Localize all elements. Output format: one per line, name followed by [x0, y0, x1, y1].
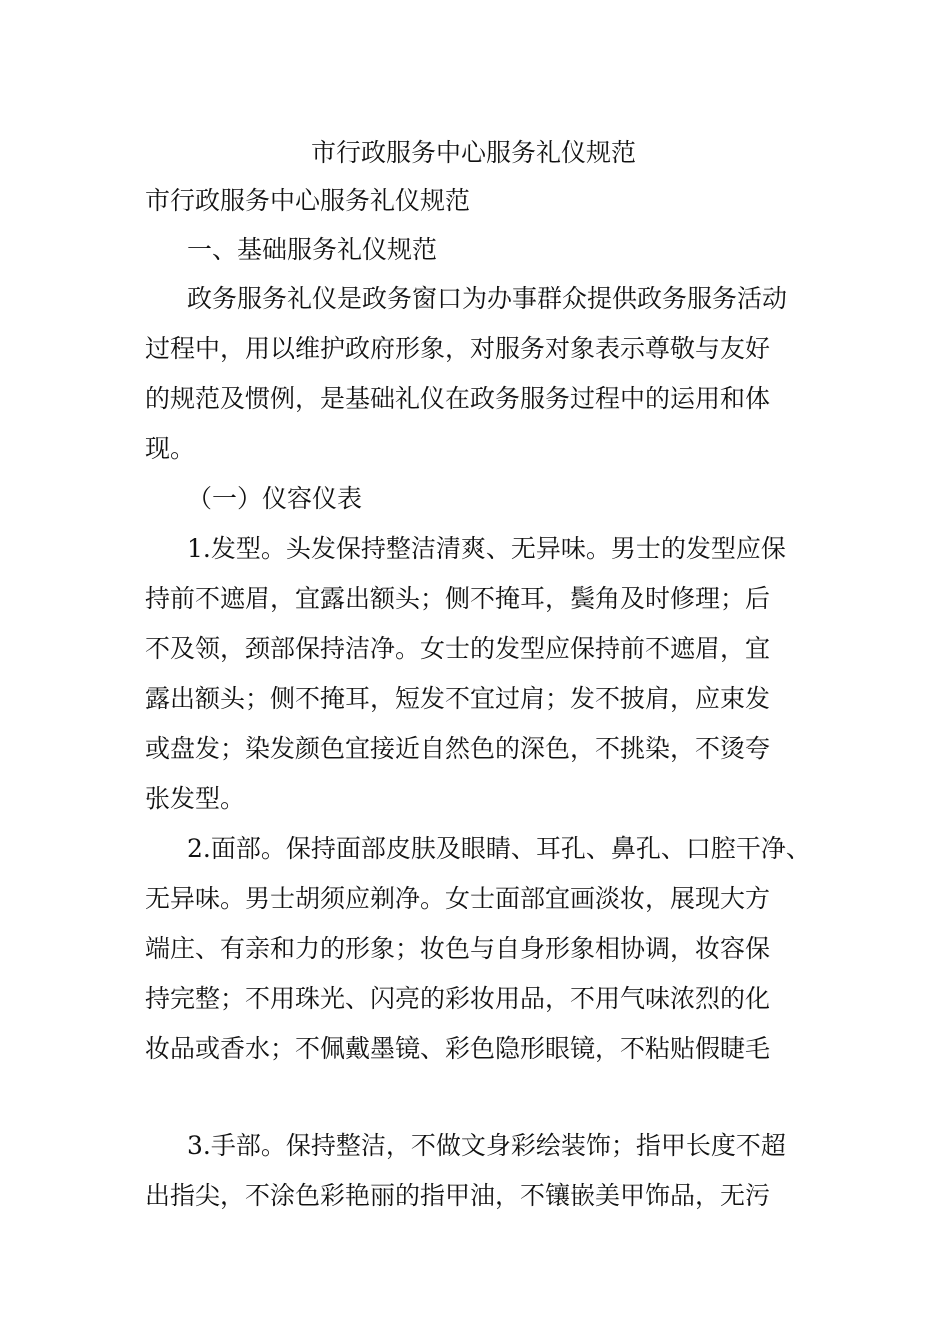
section-heading: 一、基础服务礼仪规范	[187, 235, 438, 264]
paragraph-line: 或盘发；染发颜色宜接近自然色的深色，不挑染，不烫夸	[145, 734, 771, 763]
paragraph-line: 出指尖，不涂色彩艳丽的指甲油，不镶嵌美甲饰品，无污	[145, 1181, 771, 1210]
paragraph-line: 端庄、有亲和力的形象；妆色与自身形象相协调，妆容保	[145, 934, 771, 963]
paragraph-line: 露出额头；侧不掩耳，短发不宜过肩；发不披肩，应束发	[145, 684, 771, 713]
paragraph-line: 1.发型。头发保持整洁清爽、无异味。男士的发型应保	[187, 534, 786, 563]
subsection-heading: （一）仪容仪表	[187, 484, 363, 513]
paragraph-line: 2.面部。保持面部皮肤及眼睛、耳孔、鼻孔、口腔干净、	[187, 834, 811, 863]
paragraph-line: 无异味。男士胡须应剃净。女士面部宜画淡妆，展现大方	[145, 884, 771, 913]
paragraph-line: 张发型。	[145, 784, 246, 813]
paragraph-line: 过程中，用以维护政府形象，对服务对象表示尊敬与友好	[145, 334, 771, 363]
document-subtitle: 市行政服务中心服务礼仪规范	[145, 186, 471, 215]
paragraph-line: 持前不遮眉，宜露出额头；侧不掩耳，鬓角及时修理；后	[145, 584, 771, 613]
document-title: 市行政服务中心服务礼仪规范	[311, 138, 637, 167]
paragraph-line: 现。	[145, 434, 196, 463]
paragraph-line: 不及领，颈部保持洁净。女士的发型应保持前不遮眉，宜	[145, 634, 771, 663]
paragraph-line: 政务服务礼仪是政务窗口为办事群众提供政务服务活动	[187, 284, 788, 313]
paragraph-line: 的规范及惯例，是基础礼仪在政务服务过程中的运用和体	[145, 384, 771, 413]
paragraph-line: 持完整；不用珠光、闪亮的彩妆用品，不用气味浓烈的化	[145, 984, 771, 1013]
paragraph-line: 3.手部。保持整洁，不做文身彩绘装饰；指甲长度不超	[187, 1131, 786, 1160]
paragraph-line: 妆品或香水；不佩戴墨镜、彩色隐形眼镜，不粘贴假睫毛	[145, 1034, 771, 1063]
